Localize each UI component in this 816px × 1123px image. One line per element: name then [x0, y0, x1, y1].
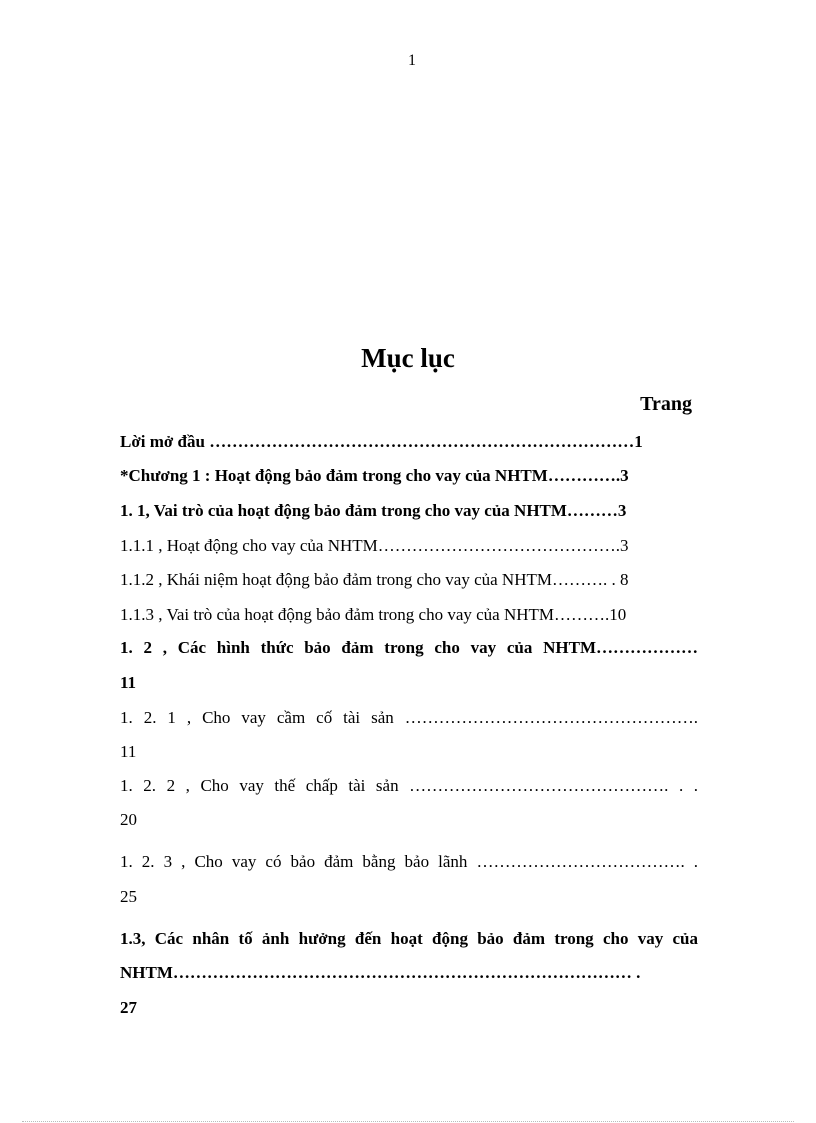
toc-title: Mục lục	[361, 343, 455, 373]
toc-entry-1-2-3: 1. 2. 3 , Cho vay có bảo đảm bằng bảo lãnh ………………………………. .	[120, 852, 698, 871]
page-bottom-divider	[22, 1121, 794, 1122]
toc-entry-1-2: 1. 2 , Các hình thức bảo đảm trong cho vay của NHTM………………	[120, 638, 698, 657]
toc-entry-1-1-2: 1.1.2 , Khái niệm hoạt động bảo đảm trong cho vay của NHTM………. . 8	[120, 570, 629, 589]
toc-entry-1-2-2-page: 20	[120, 810, 137, 829]
toc-entry-1-2-3-page: 25	[120, 887, 137, 906]
toc-entry-1-1: 1. 1, Vai trò của hoạt động bảo đảm trong cho vay của NHTM………3	[120, 501, 627, 520]
toc-entry-1-2-1-page: 11	[120, 742, 137, 761]
toc-entry-chapter-1: *Chương 1 : Hoạt động bảo đảm trong cho vay của NHTM………….3	[120, 466, 629, 485]
toc-entry-1-1-1: 1.1.1 , Hoạt động cho vay của NHTM…………………………………….3	[120, 536, 629, 555]
toc-entry-1-2-page: 11	[120, 673, 137, 692]
toc-entry-1-1-3: 1.1.3 , Vai trò của hoạt động bảo đảm trong cho vay của NHTM……….10	[120, 605, 627, 624]
page-column-label: Trang	[640, 393, 692, 415]
toc-entry-1-2-2: 1. 2. 2 , Cho vay thế chấp tài sản ………………………………………. . .	[120, 776, 698, 795]
toc-entry-1-3: 1.3, Các nhân tố ảnh hưởng đến hoạt động bảo đảm trong cho vay của	[120, 929, 698, 948]
page-number: 1	[408, 52, 416, 69]
toc-entry-1-3-cont: NHTM……………………………………………………………………… .	[120, 963, 641, 982]
toc-entry-intro: Lời mở đầu …………………………………………………………………1	[120, 432, 643, 451]
toc-entry-1-2-1: 1. 2. 1 , Cho vay cầm cố tài sản …………………………………………….	[120, 708, 698, 727]
toc-entry-1-3-page: 27	[120, 998, 137, 1017]
